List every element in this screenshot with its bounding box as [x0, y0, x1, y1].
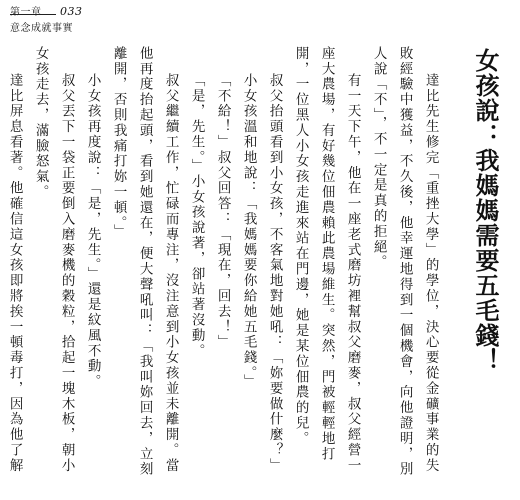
paragraph: 叔父丟下一袋正要倒入磨麥機的穀粒，拾起一塊木板，朝小女孩走去，滿臉怒氣。: [32, 46, 75, 474]
paragraph: 小女孩溫和地說：「我媽媽要你給她五毛錢。」: [240, 73, 257, 390]
paragraph: 達比先生修完「重挫大學」的學位，決心要從金礦事業的失敗經驗中獲益，不久後，他幸運地得到一個機會，向他證明，別人說「不」，不一定是真的拒絕。: [370, 46, 439, 478]
page-number: 033: [60, 5, 83, 18]
paragraph: 有一天下午，他在一座老式磨坊裡幫叔父磨麥，叔父經營一座大農場，有好幾位佃農賴此農場維生。突然，門被輕輕地打開，一位黑人小女孩走進來站在門邊，她是某位佃農的兒。: [292, 46, 361, 474]
header-rule: [10, 14, 56, 15]
body-text: [0, 46, 498, 486]
paragraph: 「是，先生。」小女孩說著，卻站著沒動。: [188, 73, 205, 359]
paragraph: 叔父抬頭看到小女孩，不客氣地對她吼：「妳要做什麼？」: [266, 73, 283, 474]
chapter-line: [10, 2, 83, 19]
section-heading: 女孩說：我媽媽需要五毛錢！: [471, 48, 499, 373]
page-header: [10, 2, 83, 34]
paragraph: 「不給！」叔父回答：「現在，回去！」: [214, 73, 231, 351]
book-title: 意念成就事實: [10, 23, 73, 34]
paragraph: 達比屏息看著。他確信這女孩即將挨一頓毒打，因為他了解: [6, 73, 23, 474]
paragraph: 叔父繼續工作，忙碌而專注，沒注意到小女孩並未離開。當他再度抬起頭，看到她還在，便大聲吼叫：「我叫妳回去，立刻離開，否則我痛打妳一頓。」: [110, 46, 179, 478]
chapter-label: 第一章: [10, 7, 42, 18]
paragraph: 小女孩再度說：「是，先生。」還是紋風不動。: [84, 73, 101, 390]
